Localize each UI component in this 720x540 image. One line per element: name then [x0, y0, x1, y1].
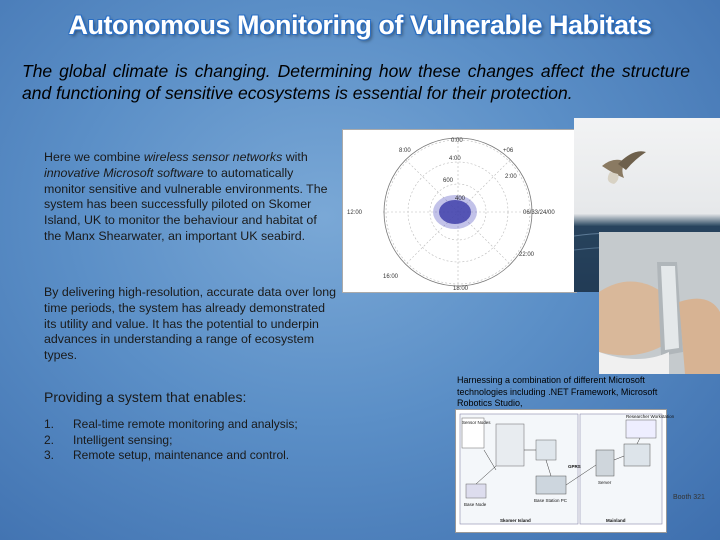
diagram-label: Mainland — [606, 518, 626, 523]
value-paragraph: By delivering high-resolution, accurate data over long time periods, the system has already demonstrated its utility and value. It has the potential to underpin advances in understanding a range of ecosystem types. — [44, 285, 337, 363]
list-text: Intelligent sensing; — [73, 432, 173, 447]
description-paragraph — [44, 150, 334, 245]
network-diagram — [455, 409, 675, 533]
polar-plot-image — [342, 129, 577, 293]
sensor-tag-svg — [599, 232, 720, 374]
polar-label: 400 — [455, 196, 466, 202]
intro-text: The global climate is changing. Determining how these changes affect the structure and functioning of sensitive ecosystems is essential for their protection. — [22, 61, 690, 103]
list-item — [44, 417, 334, 433]
para-italic: wireless sensor networks — [143, 150, 283, 164]
slide-title: Autonomous Monitoring of Vulnerable Habitats — [68, 10, 652, 40]
polar-label: 2:00 — [505, 174, 517, 180]
para-text: Here we combine — [44, 150, 144, 164]
polar-label: 0:00 — [451, 138, 463, 144]
polar-label: 18:00 — [453, 286, 469, 292]
list-text: Real-time remote monitoring and analysis; — [73, 417, 298, 431]
polar-label: 16:00 — [383, 274, 399, 280]
diagram-label: Researcher Workstation — [626, 414, 675, 419]
polar-label: 4:00 — [449, 156, 461, 162]
slide-number: Booth 321 — [673, 494, 705, 501]
para-text: to automatically monitor sensitive and vulnerable environments. The system has been successfully piloted on Skomer Island, UK to monitor the behaviour and habitat of the Manx Shearwater, an important UK seabird. — [44, 165, 328, 243]
polar-plot-svg — [343, 130, 576, 292]
para-italic: innovative Microsoft software — [44, 165, 204, 180]
list-number: 1. — [44, 417, 55, 431]
polar-label: 8:00 — [399, 148, 411, 154]
para-text: with — [282, 150, 308, 164]
polar-label: 22:00 — [519, 252, 535, 258]
polar-label: 600 — [443, 178, 454, 184]
list-text: Remote setup, maintenance and control. — [73, 448, 290, 462]
enables-heading: Providing a system that enables: — [44, 389, 247, 405]
polar-label: 06/33/24/00 — [523, 210, 555, 216]
list-number: 2. — [44, 432, 55, 447]
diagram-label: Server — [598, 480, 612, 485]
harness-text: Harnessing a combination of different Microsoft technologies including .NET Framework, Microsoft Robotics Studio, — [457, 375, 658, 408]
list-item — [44, 448, 334, 464]
list-number: 3. — [44, 448, 55, 462]
diagram-label: Base Station PC — [534, 498, 568, 503]
polar-label: 12:00 — [347, 210, 363, 216]
network-diagram-svg — [456, 410, 675, 532]
diagram-label: Skomer Island — [500, 518, 531, 523]
diagram-label: GPRS — [568, 464, 581, 469]
list-item — [44, 433, 334, 449]
enables-list — [44, 417, 334, 464]
polar-label: +06 — [503, 148, 514, 154]
sensor-tag-photo — [599, 232, 720, 374]
diagram-label: Base Node — [464, 502, 487, 507]
diagram-label: Sensor Nodes — [462, 420, 491, 425]
